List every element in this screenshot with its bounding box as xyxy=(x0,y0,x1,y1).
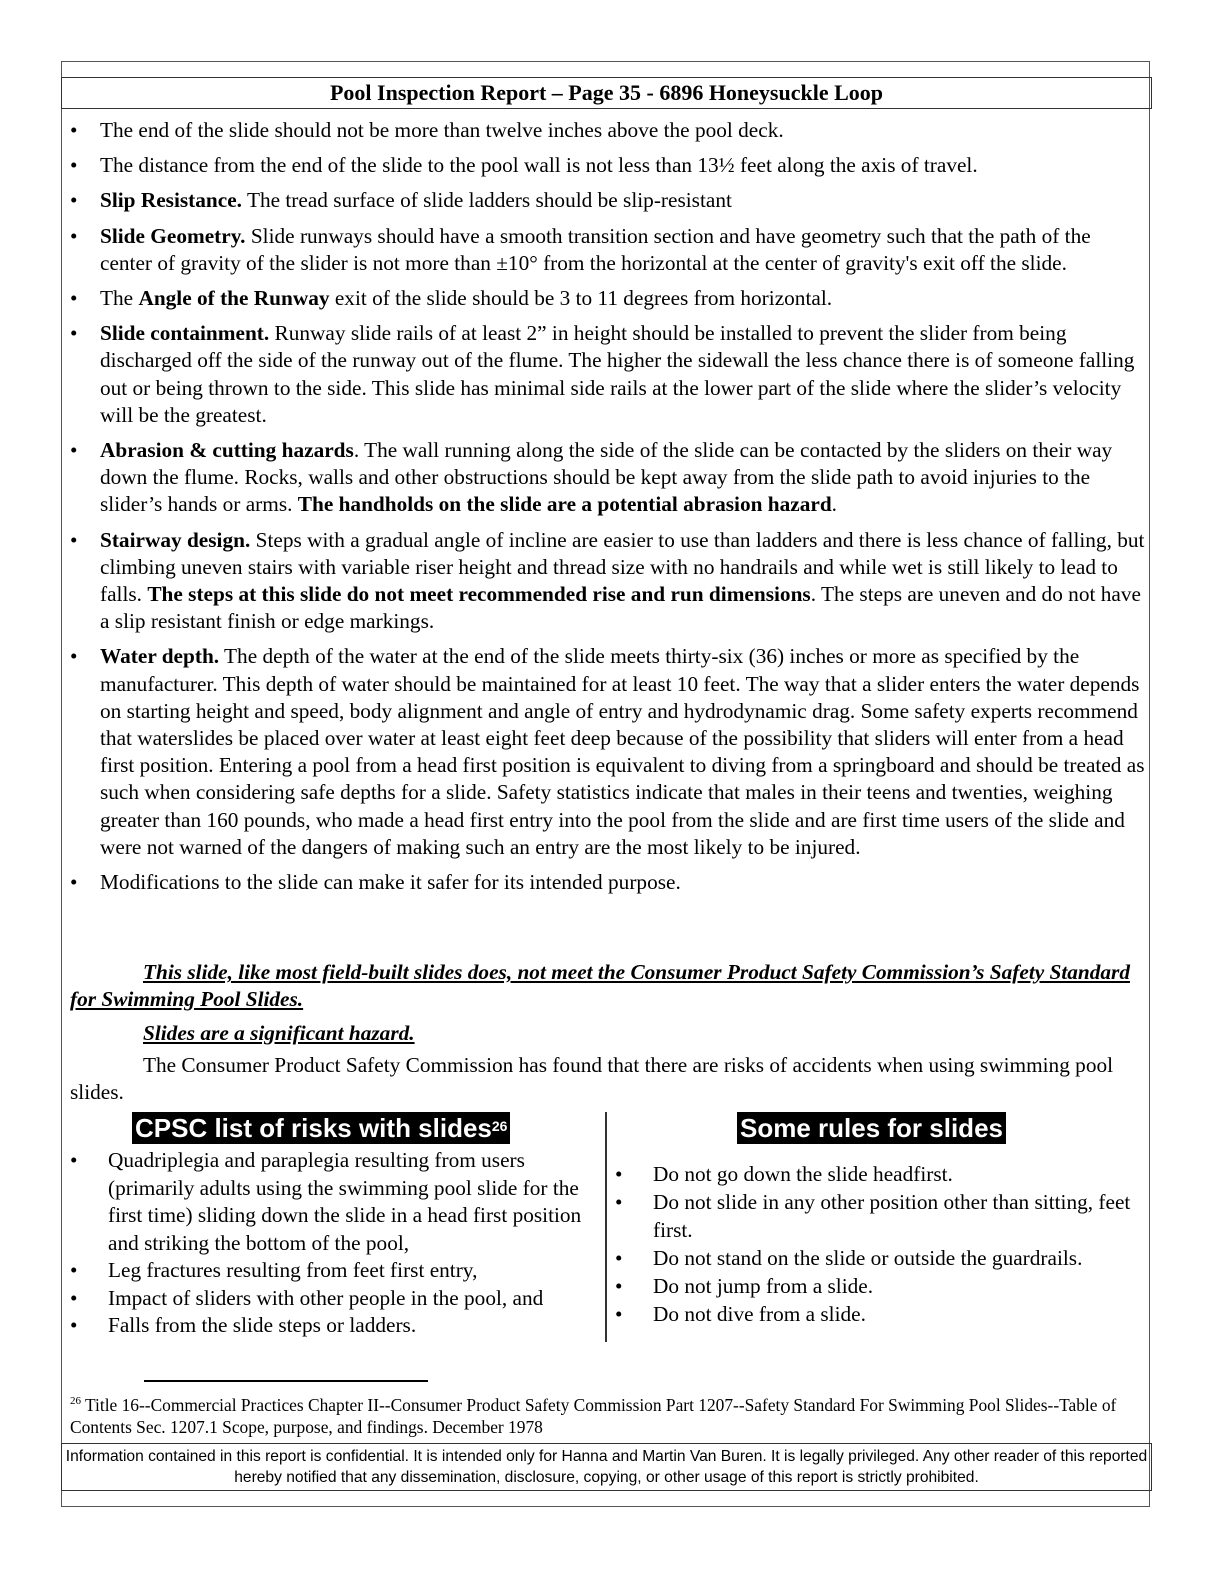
item-heading: Slide containment. xyxy=(100,321,270,346)
bullet-icon: • xyxy=(70,870,78,895)
footnote-reference: 26 xyxy=(491,1118,508,1134)
bullet-icon: • xyxy=(615,1246,623,1270)
bullet-icon: • xyxy=(70,1148,78,1172)
bullet-icon: • xyxy=(70,321,78,346)
list-item: • Do not stand on the slide or outside the guardrails. xyxy=(615,1246,1083,1270)
item-heading: Abrasion & cutting hazards xyxy=(100,438,354,463)
list-item: • Abrasion & cutting hazards. The wall running along the side of the slide can be contacted by the sliders on their way down the flume. Rocks, walls and other obstructions should be kept away from the slide path to avoid injuries to the slider’s hands or arms. The handholds on the slide are a potential abrasion hazard. xyxy=(70,438,1113,517)
list-item: • Impact of sliders with other people in the pool, and xyxy=(70,1285,600,1313)
item-heading: Slide Geometry. xyxy=(100,223,246,248)
list-item: • Quadriplegia and paraplegia resulting from users (primarily adults using the swimming pool slide for the first time) sliding down the slide in a head first position and striking the bottom of the pool, xyxy=(70,1148,582,1255)
list-item: • Do not jump from a slide. xyxy=(615,1274,874,1298)
bullet-icon: • xyxy=(70,188,78,213)
bullet-icon: • xyxy=(70,1313,78,1337)
list-item: • Stairway design. Steps with a gradual angle of incline are easier to use than ladders and there is less chance of falling, but climbing uneven stairs with variable riser height and thread size with no handrails and while wet is still likely to lead to falls. The steps at this slide do not meet recommended rise and run dimensions. The steps are uneven and do not have a slip resistant finish or edge markings. xyxy=(70,527,1145,634)
list-item: • Leg fractures resulting from feet first entry, xyxy=(70,1257,600,1285)
item-heading: Slip Resistance. xyxy=(100,188,242,213)
list-item: • The Angle of the Runway exit of the slide should be 3 to 11 degrees from horizontal. xyxy=(70,285,1145,312)
bullet-icon: • xyxy=(70,1285,78,1310)
compliance-statement: This slide, like most field-built slides does, not meet the Consumer Product Safety Commission’s Safety Standard for Swimming Pool Slides. xyxy=(70,960,1130,1011)
bullet-icon: • xyxy=(70,527,78,552)
slide-rules-list xyxy=(615,1160,1145,1328)
bullet-icon: • xyxy=(615,1190,623,1214)
footnote-number: 26 xyxy=(70,1395,81,1407)
bullet-icon: • xyxy=(70,1258,78,1282)
footnote-separator xyxy=(144,1380,428,1382)
cpsc-risks-list xyxy=(70,1147,600,1340)
page-header xyxy=(61,77,1152,109)
list-item: • Slip Resistance. The tread surface of slide ladders should be slip-resistant xyxy=(70,187,1145,214)
bullet-icon: • xyxy=(70,223,78,248)
bullet-icon: • xyxy=(615,1162,623,1186)
list-item: • Slide containment. Runway slide rails of at least 2” in height should be installed to prevent the slider from being discharged off the side of the runway out of the flume. The higher the sidewall the less chance there is of someone falling out or being thrown to the side. This slide has minimal side rails at the lower part of the slide where the slider’s velocity will be the greatest. xyxy=(70,321,1135,427)
item-heading: Angle of the Runway xyxy=(138,286,330,311)
list-item: • Water depth. The depth of the water at the end of the slide meets thirty-six (36) inches or more as specified by the manufacturer. This depth of water should be maintained for at least 10 feet. The way that a slider enters the water depends on starting height and speed, body alignment and angle of entry and hydrodynamic drag. Some safety experts recommend that waterslides be placed over water at least eight feet deep because of the possibility that sliders will enter from a head first position. Entering a pool from a head first position is equivalent to diving from a springboard and should be treated as such when considering safe depths for a slide. Safety statistics indicate that males in their teens and twenties, weighing greater than 160 pounds, who made a head first entry into the pool from the slide and are first time users of the slide and were not warned of the dangers of making such an entry are the most likely to be injured. xyxy=(70,644,1145,859)
list-item: • The end of the slide should not be more than twelve inches above the pool deck. xyxy=(70,117,1145,144)
item-heading: Water depth. xyxy=(100,644,220,669)
hazard-statement: Slides are a significant hazard. xyxy=(143,1021,415,1045)
list-item: • Do not dive from a slide. xyxy=(615,1302,866,1326)
bullet-icon: • xyxy=(70,153,78,178)
item-finding: The steps at this slide do not meet recommended rise and run dimensions xyxy=(147,582,811,607)
list-item: • Modifications to the slide can make it safer for its intended purpose. xyxy=(70,869,1145,896)
list-item: • Falls from the slide steps or ladders. xyxy=(70,1312,600,1340)
bullet-icon: • xyxy=(615,1302,623,1326)
slide-rules-title: Some rules for slides xyxy=(737,1112,1006,1144)
list-item: • Do not go down the slide headfirst. xyxy=(615,1162,953,1186)
column-divider xyxy=(605,1112,607,1342)
bullet-icon: • xyxy=(70,118,78,142)
bullet-icon: • xyxy=(70,438,78,463)
cpsc-paragraph: The Consumer Product Safety Commission has found that there are risks of accidents when using swimming pool slides. xyxy=(70,1053,1114,1104)
list-item: • Slide Geometry. Slide runways should have a smooth transition section and have geometry such that the path of the center of gravity of the slider is not more than ±10° from the horizontal at the center of gravity's exit off the slide. xyxy=(70,223,1091,275)
bullet-icon: • xyxy=(70,644,78,669)
list-item: • The distance from the end of the slide to the pool wall is not less than 13½ feet along the axis of travel. xyxy=(70,152,1145,179)
slide-guidelines-list xyxy=(70,117,1145,904)
item-finding: The handholds on the slide are a potential abrasion hazard xyxy=(297,492,832,517)
item-heading: Stairway design. xyxy=(100,527,251,552)
bullet-icon: • xyxy=(615,1274,623,1298)
confidentiality-notice: Information contained in this report is confidential. It is intended only for Hanna and Martin Van Buren. It is legally privileged. Any other reader of this reported hereby notified that any dissemination, disclosure, copying, or other usage of this report is strictly prohibited. xyxy=(61,1443,1152,1491)
footnote: $^{26}$ Title 16--Commercial Practices Chapter II--Consumer Product Safety Commission Part 1207--Safety Standard For Swimming Pool Slides--Table of Contents Sec. 1207.1 Scope, purpose, and findings. December 1978 xyxy=(70,1394,1117,1437)
page-title: Pool Inspection Report – Page 35 - 6896 Honeysuckle Loop xyxy=(329,80,884,105)
list-item: • Do not slide in any other position other than sitting, feet first. xyxy=(615,1190,1131,1242)
cpsc-risks-title: CPSC list of risks with slides$^{26}$ xyxy=(132,1112,510,1144)
bullet-icon: • xyxy=(70,286,78,311)
